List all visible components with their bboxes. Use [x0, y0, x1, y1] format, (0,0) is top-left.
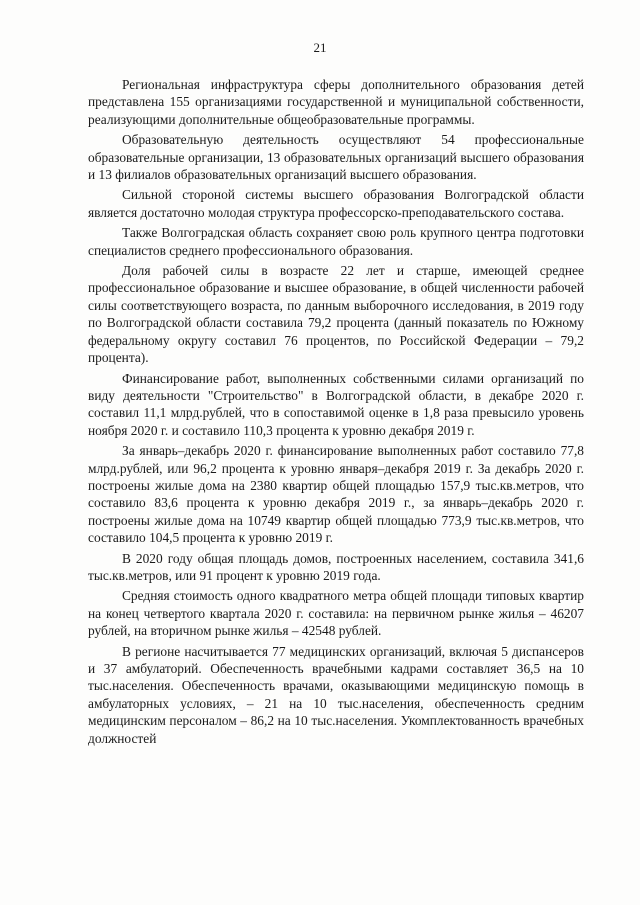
paragraph-housing-price: Средняя стоимость одного квадратного метра общей площади типовых квартир на конец четвертого квартала 2020 г. составила: на первичном рынке жилья – 46207 рублей, на вторичном рынке жилья – 42548 рублей. [88, 588, 584, 639]
paragraph-vocational-center: Также Волгоградская область сохраняет свою роль крупного центра подготовки специалистов среднего профессионального образования. [88, 225, 584, 258]
paragraph-annual-construction: За январь–декабрь 2020 г. финансирование выполненных работ составило 77,8 млрд.рублей, или 96,2 процента к уровню января–декабря 2019 г. За декабрь 2020 г. построены жилые дома на 2380 квартир общей площадью 157,9 тыс.кв.метров, что составило 83,6 процента к уровню декабря 2019 г., за январь–декабрь 2020 г. построены жилые дома на 10749 квартир общей площадью 773,9 тыс.кв.метров, что составило 104,5 процента к уровню 2019 г. [88, 443, 584, 546]
paragraph-private-housing: В 2020 году общая площадь домов, построенных населением, составила 341,6 тыс.кв.метров, или 91 процент к уровню 2019 года. [88, 550, 584, 583]
paragraph-higher-education-strength: Сильной стороной системы высшего образования Волгоградской области является достаточно молодая структура профессорско-преподавательского состава. [88, 187, 584, 220]
paragraph-construction-financing: Финансирование работ, выполненных собственными силами организаций по виду деятельности "Строительство" в Волгоградской области, в декабре 2020 г. составил 11,1 млрд.рублей, что в сопоставимой оценке в 1,8 раза превысило уровень ноября 2020 г. и составило 110,3 процента к уровню декабря 2019 г. [88, 370, 584, 438]
paragraph-additional-education: Региональная инфраструктура сферы дополнительного образования детей представлена 155 организациями государственной и муниципальной собственности, реализующими дополнительные общеобразовательные программы. [88, 77, 584, 127]
paragraph-educational-organizations: Образовательную деятельность осуществляют 54 профессиональные образовательные организации, 13 образовательных организаций высшего образования и 13 филиалов образовательных организаций высшего образования. [88, 132, 584, 183]
document-body [88, 76, 584, 750]
paragraph-medical-organizations: В регионе насчитывается 77 медицинских организаций, включая 5 диспансеров и 37 амбулаторий. Обеспеченность врачебными кадрами составляет 36,5 на 10 тыс.населения. Обеспеченность врачами, оказывающими медицинскую помощь в амбулаторных условиях, – 21 на 10 тыс.населения, обеспеченность средним медицинским персоналом – 86,2 на 10 тыс.населения. Укомплектованность врачебных должностей [88, 643, 584, 746]
page-number: 21 [313, 40, 327, 55]
paragraph-workforce-education: Доля рабочей силы в возрасте 22 лет и старше, имеющей среднее профессиональное образование и высшее образование, в общей численности рабочей силы соответствующего возраста, по данным выборочного исследования, в 2019 году по Волгоградской области составила 79,2 процента (данный показатель по Южному федеральному округу составил 76 процентов, по Российской Федерации – 79,2 процента). [88, 263, 584, 366]
